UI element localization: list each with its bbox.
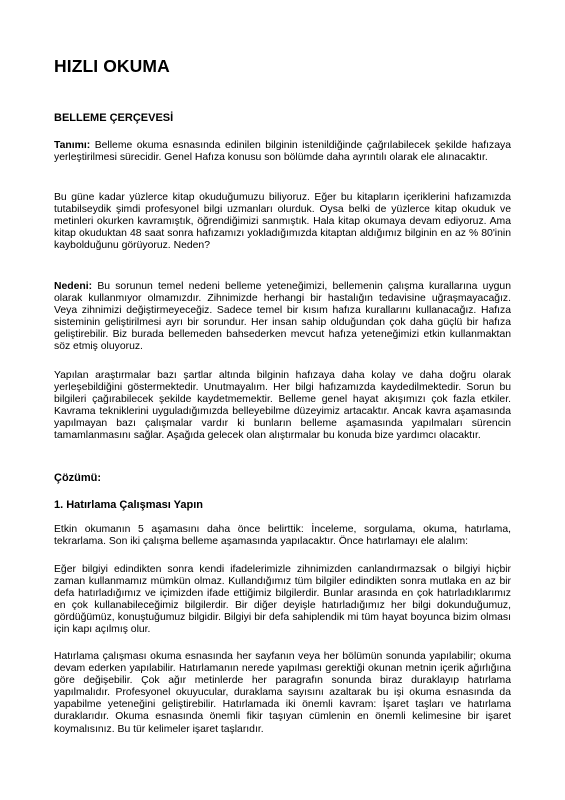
research-paragraph: Yapılan araştırmalar bazı şartlar altında bilginin hafızaya daha kolay ve daha doğru olarak yerleşebildiğini göstermektedir. Unutmayalım. Her bilgi hafızamızda kaydedilmektedir. Sorun bu bilgileri çağırabilecek şekilde kaydetmemektir. Belleme genel hayat akışımızı çok fazla etkiler. Kavrama tekniklerini uyguladığımızda belleyebilme düzeyimiz artacaktır. Ancak kavra aşamasında yapılmayan bazı çalışmalar vardır ki bunların belleme aşamasında yapılmaları sürencin tamamlanmasını sağlar. Aşağıda gelecek olan alıştırmalar bu konuda bize yardımcı olacaktır. <box>54 370 511 442</box>
definition-paragraph <box>54 140 511 164</box>
document-title: HIZLI OKUMA <box>54 56 170 76</box>
reason-paragraph <box>54 281 511 354</box>
stages-paragraph: Etkin okumanın 5 aşamasını daha önce belirttik: İnceleme, sorgulama, okuma, hatırlama, tekrarlama. Son iki çalışma belleme aşamasında yapılacaktır. Önce hatırlamayı ele alalım: <box>54 524 511 548</box>
subheading-recall-practice: 1. Hatırlama Çalışması Yapın <box>54 499 203 511</box>
definition-text: Belleme okuma esnasında edinilen bilginin istenildiğinde çağrılabilecek şekilde hafızaya yerleştirilmesi sürecidir. Genel Hafıza konusu son bölümde daha ayrıntılı olarak ele alınacaktır. <box>54 140 511 164</box>
section-heading: BELLEME ÇERÇEVESİ <box>54 112 174 124</box>
reason-label: Nedeni: <box>54 281 93 292</box>
reason-text: Bu sorunun temel nedeni belleme yeteneğimizi, bellemenin çalışma kurallarına uygun olarak kullanmıyor olmamızdır. Zihnimizde herhangi bir hastalığın tedavisine uğraşmayacağız. Veya zihnimizi değiştirmeyeceğiz. Sadece temel bir kısım hafıza kurallarını kullanacağız. Hafıza sisteminin geliştirilmesi ayrı bir sorundur. Her insan sahip olduğundan çok daha güçlü bir hafıza geliştirebilir. Biz burada bellemeden bahsederken mevcut hafıza yeteneğimizi etkin kullanmaktan söz etmiş oluyoruz. <box>54 281 511 353</box>
books-paragraph: Bu güne kadar yüzlerce kitap okuduğumuzu biliyoruz. Eğer bu kitapların içeriklerini hafızamızda tutabilseydik şimdi profesyonel bilgi uzmanları olurduk. Oysa belki de yüzlerce kitap okuduk ve metinleri okurken kavramıştık, öğrendiğimizi sanmıştık. Hala kitap okumaya devam ediyoruz. Ama kitap okuduktan 48 saat sonra hafızamızı yokladığımızda kitaptan aldığımız bilginin en az % 80'inin kaybolduğunu görüyoruz. Neden? <box>54 192 511 252</box>
practice-paragraph: Hatırlama çalışması okuma esnasında her sayfanın veya her bölümün sonunda yapılabilir; okuma devam ederken yapılabilir. Hatırlamanın nerede yapılması gerektiği okunan metnin içerik ağırlığına göre değişebilir. Çok ağır metinlerde her paragrafın sonunda biraz duraklayıp hatırlama yapılmalıdır. Profesyonel okuyucular, duraklama sayısını azaltarak bu işi okuma esnasında da yapabilme yeteneğini geliştirebilir. Hatırlamada iki önemli kavram: İşaret taşları ve hatırlama duraklarıdır. Okuma esnasında önemli fikir taşıyan cümlenin en önemli kelimesine bir işaret koymalısınız. Bu tür kelimeler işaret taşlarıdır. <box>54 651 511 735</box>
solution-heading: Çözümü: <box>54 472 102 484</box>
definition-label: Tanımı: <box>54 140 91 151</box>
recall-paragraph: Eğer bilgiyi edindikten sonra kendi ifadelerimizle zihnimizden canlandırmazsak o bilgiyi hiçbir zaman kullanmamız mümkün olmaz. Kullandığımız tüm bilgiler edindikten sonra mutlaka en az bir defa hatırladığımız ve içimizden ifade ettiğimiz bilgilerdir. Bunlar arasında en çok hatırladıklarımız en çok kullanabileceğimiz bilgilerdir. Bir diğer deyişle hatırladığımız her bilgi dokunduğumuz, gördüğümüz, konuştuğumuz bilgidir. Bilgiyi bir defa sahiplendik mi tüm hayat boyunca bizim olması için kapı açılmış olur. <box>54 564 511 636</box>
